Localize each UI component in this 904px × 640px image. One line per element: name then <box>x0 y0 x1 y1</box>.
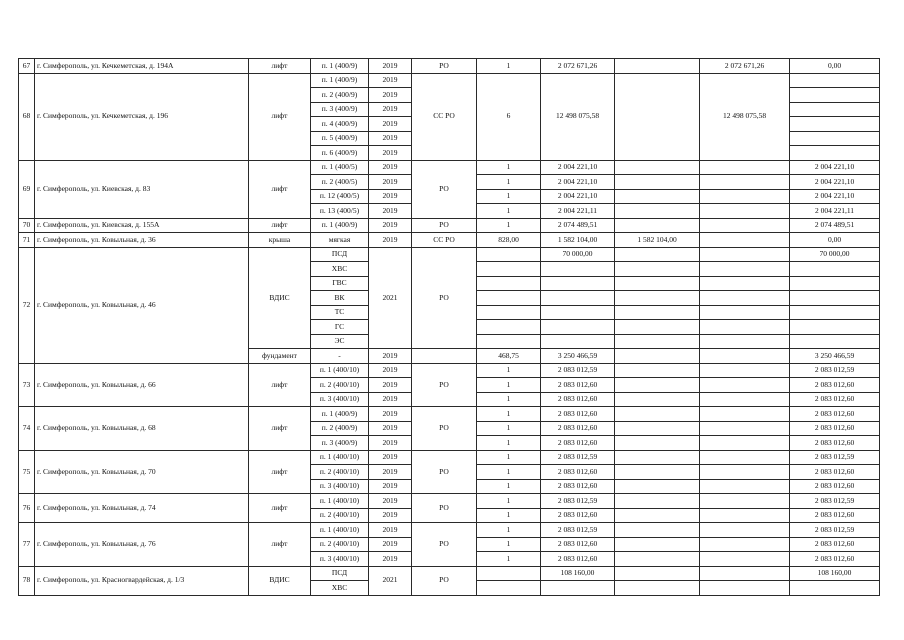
fund-3-cell: 2 083 012,59 <box>790 450 880 465</box>
cost-cell: 2 083 012,60 <box>541 479 615 494</box>
table-body <box>19 59 880 596</box>
fund-1-cell <box>615 175 700 190</box>
cost-cell <box>541 276 615 291</box>
fund-3-cell: 2 083 012,60 <box>790 465 880 480</box>
fund-2-cell: 12 498 075,58 <box>700 73 790 160</box>
fund-1-cell <box>615 291 700 306</box>
year-cell: 2019 <box>369 537 412 552</box>
cost-cell <box>541 334 615 349</box>
funding-source-cell: СС РО <box>412 233 477 248</box>
element-cell: п. 3 (400/9) <box>311 102 369 117</box>
fund-3-cell: 2 083 012,59 <box>790 363 880 378</box>
cost-cell: 2 083 012,60 <box>541 407 615 422</box>
element-cell: п. 1 (400/9) <box>311 73 369 88</box>
year-cell: 2019 <box>369 175 412 190</box>
cost-cell: 2 004 221,10 <box>541 175 615 190</box>
year-cell: 2019 <box>369 392 412 407</box>
fund-2-cell <box>700 349 790 364</box>
element-cell: п. 1 (400/9) <box>311 218 369 233</box>
capital-repair-table <box>18 58 880 596</box>
address-cell: г. Симферополь, ул. Киевская, д. 83 <box>35 160 249 218</box>
cost-cell: 2 004 221,10 <box>541 189 615 204</box>
row-number: 67 <box>19 59 35 74</box>
fund-1-cell <box>615 334 700 349</box>
quantity-cell: 1 <box>477 537 541 552</box>
year-cell: 2019 <box>369 349 412 364</box>
quantity-cell <box>477 566 541 581</box>
table-row <box>19 59 880 74</box>
year-cell: 2019 <box>369 102 412 117</box>
fund-3-cell <box>790 291 880 306</box>
fund-3-cell <box>790 581 880 596</box>
fund-3-cell <box>790 102 880 117</box>
fund-2-cell: 2 072 671,26 <box>700 59 790 74</box>
cost-cell: 2 083 012,60 <box>541 421 615 436</box>
year-cell: 2019 <box>369 479 412 494</box>
table-row <box>19 218 880 233</box>
funding-source-cell: СС РО <box>412 73 477 160</box>
element-cell: п. 3 (400/10) <box>311 552 369 567</box>
work-type-cell: лифт <box>249 450 311 494</box>
fund-3-cell: 2 004 221,11 <box>790 204 880 219</box>
fund-3-cell: 2 004 221,10 <box>790 175 880 190</box>
fund-3-cell <box>790 73 880 88</box>
quantity-cell: 6 <box>477 73 541 160</box>
fund-1-cell <box>615 363 700 378</box>
row-number: 77 <box>19 523 35 567</box>
year-cell: 2019 <box>369 59 412 74</box>
cost-cell: 2 004 221,11 <box>541 204 615 219</box>
address-cell: г. Симферополь, ул. Ковыльная, д. 76 <box>35 523 249 567</box>
fund-1-cell <box>615 349 700 364</box>
funding-source-cell: РО <box>412 160 477 218</box>
fund-2-cell <box>700 276 790 291</box>
quantity-cell: 1 <box>477 363 541 378</box>
fund-2-cell <box>700 450 790 465</box>
fund-3-cell <box>790 131 880 146</box>
element-cell: п. 6 (400/9) <box>311 146 369 161</box>
quantity-cell: 1 <box>477 392 541 407</box>
fund-2-cell <box>700 218 790 233</box>
quantity-cell: 1 <box>477 160 541 175</box>
fund-1-cell <box>615 59 700 74</box>
element-cell: п. 1 (400/10) <box>311 363 369 378</box>
element-cell: ТС <box>311 305 369 320</box>
quantity-cell: 1 <box>477 465 541 480</box>
fund-3-cell <box>790 262 880 277</box>
quantity-cell: 1 <box>477 421 541 436</box>
row-number: 74 <box>19 407 35 451</box>
work-type-cell: лифт <box>249 160 311 218</box>
cost-cell: 2 083 012,59 <box>541 523 615 538</box>
year-cell: 2019 <box>369 523 412 538</box>
fund-2-cell <box>700 233 790 248</box>
table-row <box>19 73 880 88</box>
fund-1-cell <box>615 160 700 175</box>
fund-3-cell <box>790 88 880 103</box>
year-cell: 2019 <box>369 552 412 567</box>
work-type-cell: лифт <box>249 523 311 567</box>
address-cell: г. Симферополь, ул. Ковыльная, д. 36 <box>35 233 249 248</box>
register-page <box>18 58 880 596</box>
address-cell: г. Симферополь, ул. Красногвардейская, д. 1/3 <box>35 566 249 595</box>
fund-3-cell: 108 160,00 <box>790 566 880 581</box>
row-number: 69 <box>19 160 35 218</box>
fund-3-cell: 0,00 <box>790 59 880 74</box>
cost-cell: 2 083 012,60 <box>541 508 615 523</box>
cost-cell: 1 582 104,00 <box>541 233 615 248</box>
quantity-cell <box>477 581 541 596</box>
fund-3-cell <box>790 320 880 335</box>
funding-source-cell: РО <box>412 494 477 523</box>
fund-1-cell <box>615 73 700 160</box>
fund-3-cell: 2 083 012,59 <box>790 494 880 509</box>
element-cell: п. 1 (400/10) <box>311 494 369 509</box>
funding-source-cell: РО <box>412 247 477 349</box>
fund-2-cell <box>700 436 790 451</box>
fund-2-cell <box>700 160 790 175</box>
year-cell: 2019 <box>369 363 412 378</box>
year-cell: 2019 <box>369 436 412 451</box>
address-cell: г. Симферополь, ул. Киевская, д. 155А <box>35 218 249 233</box>
cost-cell <box>541 262 615 277</box>
cost-cell: 2 083 012,60 <box>541 537 615 552</box>
element-cell: ПСД <box>311 247 369 262</box>
fund-1-cell <box>615 392 700 407</box>
fund-2-cell <box>700 204 790 219</box>
fund-3-cell: 2 083 012,60 <box>790 392 880 407</box>
year-cell: 2019 <box>369 160 412 175</box>
element-cell: п. 1 (400/10) <box>311 450 369 465</box>
work-type-cell: крыша <box>249 233 311 248</box>
fund-2-cell <box>700 334 790 349</box>
row-number: 72 <box>19 247 35 363</box>
fund-2-cell <box>700 392 790 407</box>
fund-1-cell <box>615 508 700 523</box>
work-type-cell: лифт <box>249 494 311 523</box>
quantity-cell: 1 <box>477 450 541 465</box>
element-cell: п. 2 (400/10) <box>311 537 369 552</box>
element-cell: ПСД <box>311 566 369 581</box>
cost-cell: 3 250 466,59 <box>541 349 615 364</box>
table-row <box>19 407 880 422</box>
fund-3-cell: 2 083 012,60 <box>790 436 880 451</box>
fund-1-cell: 1 582 104,00 <box>615 233 700 248</box>
fund-2-cell <box>700 175 790 190</box>
element-cell: ХВС <box>311 262 369 277</box>
element-cell: ЭС <box>311 334 369 349</box>
year-cell: 2019 <box>369 204 412 219</box>
fund-3-cell: 2 004 221,10 <box>790 189 880 204</box>
fund-2-cell <box>700 291 790 306</box>
year-cell: 2019 <box>369 421 412 436</box>
fund-1-cell <box>615 537 700 552</box>
fund-2-cell <box>700 537 790 552</box>
element-cell: п. 1 (400/10) <box>311 523 369 538</box>
fund-1-cell <box>615 479 700 494</box>
cost-cell: 2 083 012,60 <box>541 378 615 393</box>
fund-1-cell <box>615 189 700 204</box>
element-cell: п. 1 (400/9) <box>311 407 369 422</box>
fund-3-cell: 2 083 012,60 <box>790 479 880 494</box>
quantity-cell: 1 <box>477 59 541 74</box>
fund-1-cell <box>615 465 700 480</box>
work-type-cell: лифт <box>249 73 311 160</box>
cost-cell: 2 083 012,60 <box>541 552 615 567</box>
year-cell: 2019 <box>369 117 412 132</box>
fund-3-cell <box>790 117 880 132</box>
quantity-cell: 828,00 <box>477 233 541 248</box>
fund-2-cell <box>700 494 790 509</box>
fund-3-cell: 2 004 221,10 <box>790 160 880 175</box>
cost-cell: 2 083 012,60 <box>541 392 615 407</box>
address-cell: г. Симферополь, ул. Ковыльная, д. 70 <box>35 450 249 494</box>
quantity-cell <box>477 291 541 306</box>
cost-cell: 2 083 012,60 <box>541 465 615 480</box>
fund-1-cell <box>615 566 700 581</box>
fund-1-cell <box>615 581 700 596</box>
fund-3-cell: 2 083 012,60 <box>790 407 880 422</box>
fund-1-cell <box>615 218 700 233</box>
fund-2-cell <box>700 465 790 480</box>
element-cell: ХВС <box>311 581 369 596</box>
work-type-cell: ВДИС <box>249 566 311 595</box>
fund-1-cell <box>615 523 700 538</box>
address-cell: г. Симферополь, ул. Кечкеметская, д. 194А <box>35 59 249 74</box>
fund-1-cell <box>615 320 700 335</box>
fund-2-cell <box>700 378 790 393</box>
quantity-cell <box>477 276 541 291</box>
fund-3-cell: 2 074 489,51 <box>790 218 880 233</box>
fund-1-cell <box>615 407 700 422</box>
element-cell: - <box>311 349 369 364</box>
fund-2-cell <box>700 508 790 523</box>
row-number: 78 <box>19 566 35 595</box>
quantity-cell: 1 <box>477 523 541 538</box>
row-number: 73 <box>19 363 35 407</box>
year-cell: 2019 <box>369 73 412 88</box>
table-row <box>19 523 880 538</box>
element-cell: п. 2 (400/10) <box>311 465 369 480</box>
table-row <box>19 160 880 175</box>
table-row <box>19 233 880 248</box>
row-number: 68 <box>19 73 35 160</box>
element-cell: ВК <box>311 291 369 306</box>
funding-source-cell: РО <box>412 566 477 595</box>
cost-cell: 70 000,00 <box>541 247 615 262</box>
year-cell: 2019 <box>369 494 412 509</box>
quantity-cell: 1 <box>477 407 541 422</box>
table-row <box>19 566 880 581</box>
fund-3-cell: 2 083 012,59 <box>790 523 880 538</box>
funding-source-cell: РО <box>412 407 477 451</box>
element-cell: п. 2 (400/5) <box>311 175 369 190</box>
quantity-cell <box>477 320 541 335</box>
work-type-cell: лифт <box>249 407 311 451</box>
address-cell: г. Симферополь, ул. Кечкеметская, д. 196 <box>35 73 249 160</box>
funding-source-cell: РО <box>412 523 477 567</box>
quantity-cell <box>477 334 541 349</box>
fund-2-cell <box>700 189 790 204</box>
work-type-cell: лифт <box>249 218 311 233</box>
year-cell: 2019 <box>369 407 412 422</box>
work-type-cell: лифт <box>249 59 311 74</box>
element-cell: п. 2 (400/10) <box>311 508 369 523</box>
year-cell: 2019 <box>369 450 412 465</box>
element-cell: п. 12 (400/5) <box>311 189 369 204</box>
table-row <box>19 450 880 465</box>
fund-2-cell <box>700 566 790 581</box>
fund-2-cell <box>700 247 790 262</box>
fund-1-cell <box>615 450 700 465</box>
row-number: 70 <box>19 218 35 233</box>
element-cell: п. 3 (400/10) <box>311 479 369 494</box>
fund-3-cell <box>790 146 880 161</box>
cost-cell <box>541 581 615 596</box>
table-row <box>19 494 880 509</box>
fund-1-cell <box>615 305 700 320</box>
cost-cell: 12 498 075,58 <box>541 73 615 160</box>
fund-3-cell: 70 000,00 <box>790 247 880 262</box>
funding-source-cell: РО <box>412 59 477 74</box>
funding-source-cell: РО <box>412 450 477 494</box>
fund-2-cell <box>700 305 790 320</box>
element-cell: ГВС <box>311 276 369 291</box>
cost-cell: 2 083 012,59 <box>541 363 615 378</box>
element-cell: п. 2 (400/9) <box>311 421 369 436</box>
fund-2-cell <box>700 552 790 567</box>
fund-2-cell <box>700 581 790 596</box>
table-row <box>19 247 880 262</box>
fund-1-cell <box>615 494 700 509</box>
fund-3-cell: 2 083 012,60 <box>790 378 880 393</box>
fund-2-cell <box>700 479 790 494</box>
cost-cell: 2 083 012,60 <box>541 436 615 451</box>
fund-2-cell <box>700 363 790 378</box>
fund-1-cell <box>615 378 700 393</box>
address-cell: г. Симферополь, ул. Ковыльная, д. 66 <box>35 363 249 407</box>
quantity-cell <box>477 262 541 277</box>
year-cell: 2019 <box>369 465 412 480</box>
work-type-cell: фундамент <box>249 349 311 364</box>
address-cell: г. Симферополь, ул. Ковыльная, д. 74 <box>35 494 249 523</box>
cost-cell: 108 160,00 <box>541 566 615 581</box>
year-cell: 2019 <box>369 88 412 103</box>
fund-3-cell: 2 083 012,60 <box>790 552 880 567</box>
fund-2-cell <box>700 421 790 436</box>
element-cell: п. 3 (400/9) <box>311 436 369 451</box>
element-cell: п. 5 (400/9) <box>311 131 369 146</box>
fund-1-cell <box>615 436 700 451</box>
element-cell: п. 3 (400/10) <box>311 392 369 407</box>
table-row <box>19 363 880 378</box>
quantity-cell: 1 <box>477 378 541 393</box>
year-cell: 2019 <box>369 508 412 523</box>
element-cell: п. 1 (400/9) <box>311 59 369 74</box>
fund-3-cell: 2 083 012,60 <box>790 508 880 523</box>
quantity-cell: 468,75 <box>477 349 541 364</box>
year-cell: 2021 <box>369 247 412 349</box>
work-type-cell: ВДИС <box>249 247 311 349</box>
quantity-cell: 1 <box>477 494 541 509</box>
cost-cell: 2 072 671,26 <box>541 59 615 74</box>
element-cell: мягкая <box>311 233 369 248</box>
cost-cell <box>541 305 615 320</box>
fund-1-cell <box>615 262 700 277</box>
year-cell: 2019 <box>369 189 412 204</box>
cost-cell <box>541 291 615 306</box>
address-cell: г. Симферополь, ул. Ковыльная, д. 68 <box>35 407 249 451</box>
fund-3-cell: 2 083 012,60 <box>790 537 880 552</box>
row-number: 75 <box>19 450 35 494</box>
fund-2-cell <box>700 407 790 422</box>
funding-source-cell <box>412 349 477 364</box>
quantity-cell: 1 <box>477 175 541 190</box>
fund-1-cell <box>615 247 700 262</box>
year-cell: 2019 <box>369 218 412 233</box>
quantity-cell: 1 <box>477 479 541 494</box>
row-number: 76 <box>19 494 35 523</box>
fund-3-cell <box>790 334 880 349</box>
funding-source-cell: РО <box>412 218 477 233</box>
work-type-cell: лифт <box>249 363 311 407</box>
fund-3-cell <box>790 305 880 320</box>
cost-cell: 2 004 221,10 <box>541 160 615 175</box>
quantity-cell <box>477 247 541 262</box>
quantity-cell: 1 <box>477 204 541 219</box>
element-cell: п. 2 (400/9) <box>311 88 369 103</box>
element-cell: п. 4 (400/9) <box>311 117 369 132</box>
fund-3-cell <box>790 276 880 291</box>
quantity-cell: 1 <box>477 436 541 451</box>
cost-cell: 2 074 489,51 <box>541 218 615 233</box>
row-number: 71 <box>19 233 35 248</box>
year-cell: 2019 <box>369 233 412 248</box>
fund-3-cell: 3 250 466,59 <box>790 349 880 364</box>
funding-source-cell: РО <box>412 363 477 407</box>
year-cell: 2021 <box>369 566 412 595</box>
quantity-cell: 1 <box>477 189 541 204</box>
quantity-cell <box>477 305 541 320</box>
quantity-cell: 1 <box>477 552 541 567</box>
fund-2-cell <box>700 523 790 538</box>
fund-3-cell: 2 083 012,60 <box>790 421 880 436</box>
fund-1-cell <box>615 552 700 567</box>
fund-2-cell <box>700 320 790 335</box>
cost-cell <box>541 320 615 335</box>
year-cell: 2019 <box>369 131 412 146</box>
element-cell: п. 2 (400/10) <box>311 378 369 393</box>
quantity-cell: 1 <box>477 508 541 523</box>
element-cell: ГС <box>311 320 369 335</box>
element-cell: п. 1 (400/5) <box>311 160 369 175</box>
quantity-cell: 1 <box>477 218 541 233</box>
year-cell: 2019 <box>369 146 412 161</box>
cost-cell: 2 083 012,59 <box>541 494 615 509</box>
element-cell: п. 13 (400/5) <box>311 204 369 219</box>
cost-cell: 2 083 012,59 <box>541 450 615 465</box>
fund-1-cell <box>615 421 700 436</box>
fund-3-cell: 0,00 <box>790 233 880 248</box>
address-cell: г. Симферополь, ул. Ковыльная, д. 46 <box>35 247 249 363</box>
fund-2-cell <box>700 262 790 277</box>
year-cell: 2019 <box>369 378 412 393</box>
fund-1-cell <box>615 204 700 219</box>
fund-1-cell <box>615 276 700 291</box>
